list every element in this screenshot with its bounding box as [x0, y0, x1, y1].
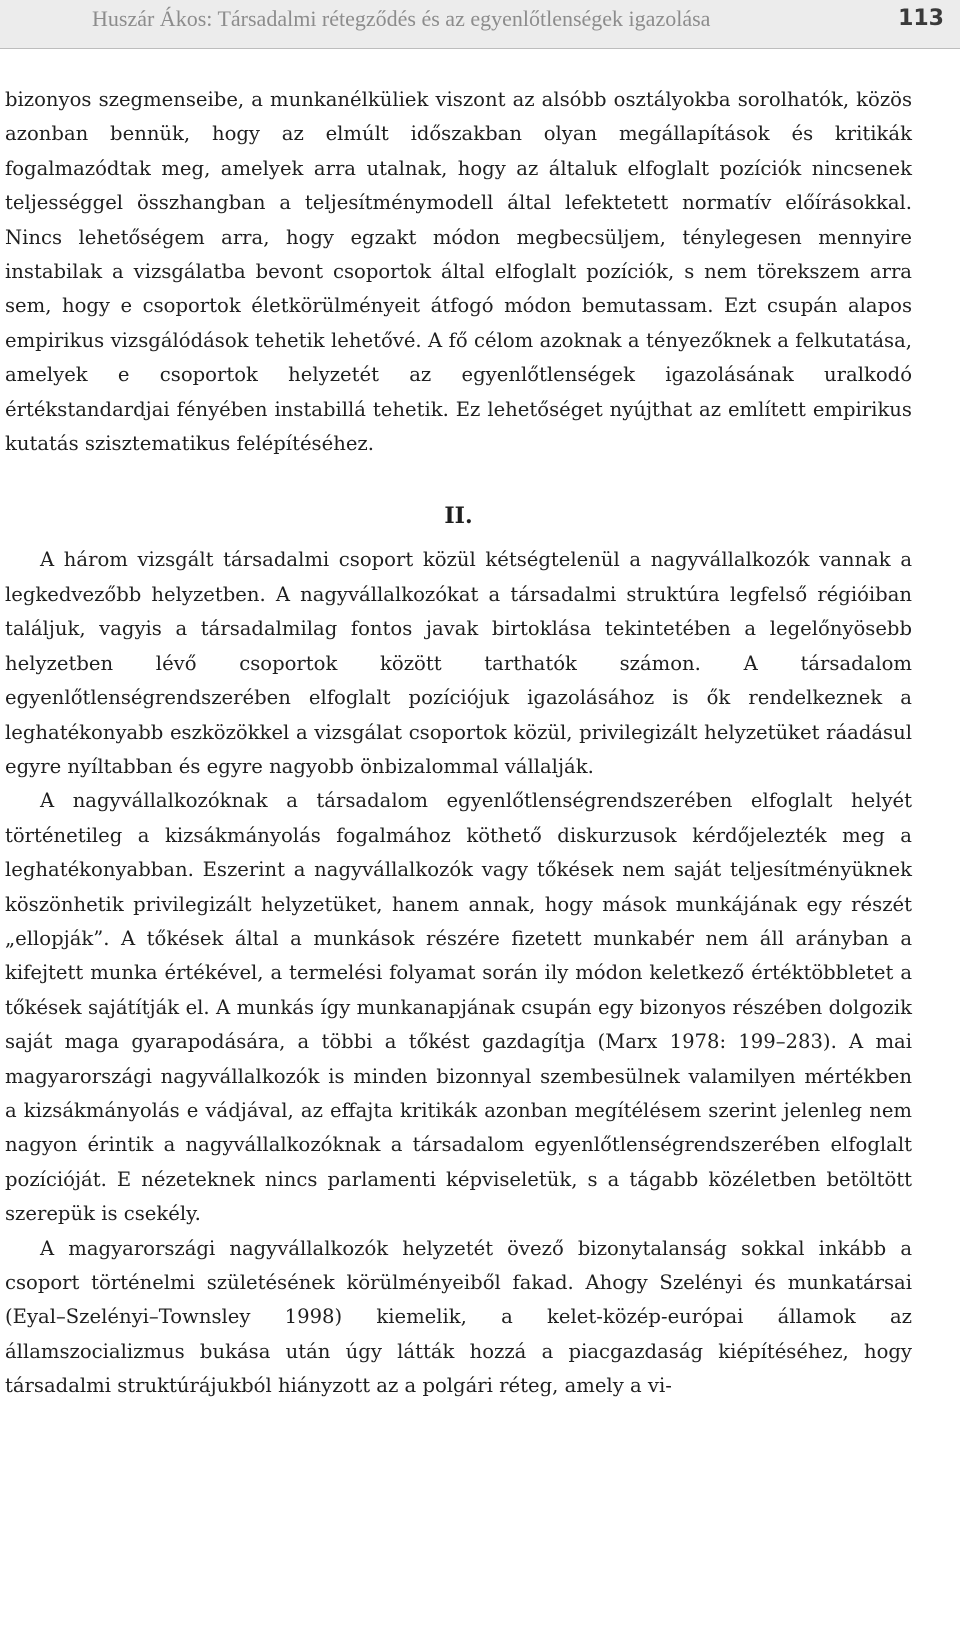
section-heading: II. [444, 503, 473, 530]
paragraph: A magyarországi nagyvállalkozók helyzetét övező bizonytalanság sokkal inkább a csoport történelmi születésének körülményeiből fakad. Ahogy Szelényi és munkatársai (Eyal–Szelényi–Townsley 1998) kiemelik, a kelet-közép-európai államok az államszocializmus bukása után úgy látták hozzá a piacgazdaság kiépítéséhez, hogy társadalmi struktúrájukból hiányzott az a polgári réteg, amely a vi- [5, 1236, 912, 1398]
running-header [0, 0, 960, 49]
paragraph: bizonyos szegmenseibe, a munkanélküliek viszont az alsóbb osztályokba sorolhatók, közös azonban bennük, hogy az elmúlt időszakban olyan megállapítások és kritikák fogalmazódtak meg, amelyek arra utalnak, hogy az általuk elfoglalt pozíciók nincsenek teljességgel összhangban a teljesítménymodell által lefektetett normatív előírásokkal. Nincs lehetőségem arra, hogy egzakt módon megbecsüljem, ténylegesen mennyire instabilak a vizsgálatba bevont csoportok által elfoglalt pozíciók, s nem törekszem arra sem, hogy e csoportok életkörülményeit átfogó módon bemutassam. Ezt csupán alapos empirikus vizsgálódások tehetik lehetővé. A fő célom azoknak a tényezőknek a felkutatása, amelyek e csoportok helyzetét az egyenlőtlenségek igazolásának uralkodó értékstandardjai fényében instabillá tehetik. Ez lehetőséget nyújthat az említett empirikus kutatás szisztematikus felépítéséhez. [5, 88, 912, 456]
running-title: Huszár Ákos: Társadalmi rétegződés és az egyenlőtlenségek igazolása [92, 6, 711, 31]
body-text [5, 83, 912, 1404]
paragraph: A három vizsgált társadalmi csoport közül kétségtelenül a nagyvállalkozók vannak a legkedvezőbb helyzetben. A nagyvállalkozókat a társadalmi struktúra legfelső régióiban találjuk, vagyis a társadalmilag fontos javak birtoklása tekintetében a legelőnyösebb helyzetben lévő csoportok között tarthatók számon. A társadalom egyenlőtlenségrendszerében elfoglalt pozíciójuk igazolásához is ők rendelkeznek a leghatékonyabb eszközökkel a vizsgálat csoportok közül, privilegizált helyzetüket ráadásul egyre nyíltabban és egyre nagyobb önbizalommal vállalják. [5, 548, 912, 778]
paragraph: A nagyvállalkozóknak a társadalom egyenlőtlenségrendszerében elfoglalt helyét történetileg a kizsákmányolás fogalmához köthető diskurzusok kérdőjelezték meg a leghatékonyabban. Eszerint a nagyvállalkozók vagy tőkések nem saját teljesítményüknek köszönhetik privilegizált helyzetüket, hanem annak, hogy mások munkájának egy részét „ellopják”. A tőkések által a munkások részére fizetett munkabér nem áll arányban a kifejtett munka értékével, a termelési folyamat során ily módon keletkező értéktöbbletet a tőkések sajátítják el. A munkás így munkanapjának csupán egy bizonyos részében dolgozik saját maga gyarapodására, a többi a tőkést gazdagítja (Marx 1978: 199–283). A mai magyarországi nagyvállalkozók is minden bizonnyal szembesülnek valamilyen mértékben a kizsákmányolás e vádjával, az effajta kritikák azonban megítélésem szerint jelenleg nem nagyon érintik a nagyvállalkozóknak a társadalom egyenlőtlenségrendszerében elfoglalt pozícióját. E nézeteknek nincs parlamenti képviseletük, s a tágabb közéletben betöltött szerepük is csekély. [5, 789, 912, 1226]
page-number: 113 [898, 6, 944, 31]
